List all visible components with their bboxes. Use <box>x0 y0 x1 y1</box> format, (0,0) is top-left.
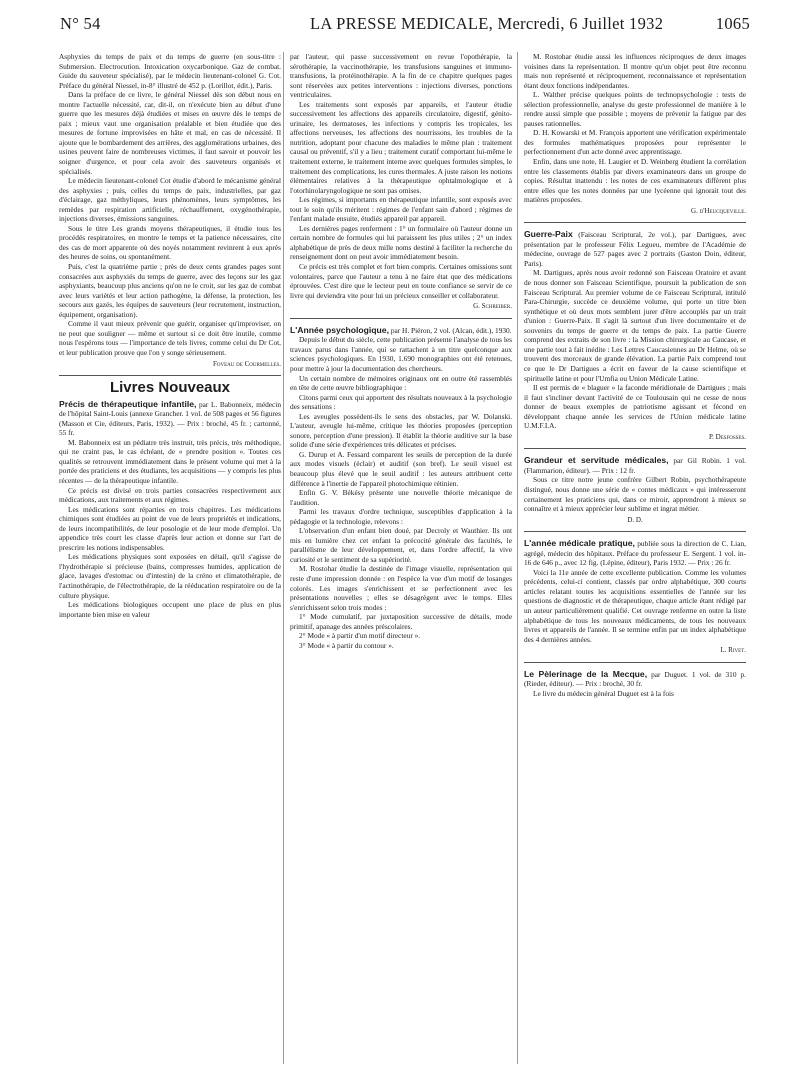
paragraph: Le livre du médecin général Duguet est à la fois <box>533 688 674 698</box>
column-rule <box>517 52 518 1064</box>
paragraph: Les médications sont réparties en trois chapitres. Les médications chimiques sont étudiées au point de vue de leurs propriétés et indications, de leurs incompatibilités, de leur posologie et de leur mode d'emploi. Un appendice très court les classe d'après leur action et donne sur l'art de prescrire les notions indispensables. <box>59 504 281 552</box>
paragraph: M. Rostohar étudie aussi les influences réciproques de deux images voisines dans la représentation. Il montre qu'un objet peut être reconnu mais non représenté et réciproquement, reconnaissance et représentation étant deux fonctions indépendantes. <box>524 52 746 90</box>
paragraph: Les médications physiques sont exposées en détail, qu'il s'agisse de l'hydrothérapie si précieuse (bains, compresses humides, application de glace, lavages d'estomac ou d'intestin) de la créno et climatothérapie, de l'actinothérapie, de l'électrothérapie, de la rééducation respiratoire ou de la culture physique. <box>59 552 281 600</box>
paragraph: Il est permis de « blaguer » la faconde méridionale de Dartigues ; mais il faut s'incliner devant l'activité de ce Toulousain qui ne cesse de nous donner de beaux exemples de patriotisme agissant et fécond en développant chaque année les services de l'Union médicale latine U.M.F.I.A. <box>524 383 746 431</box>
paragraph: Enfin, dans une note, H. Laugier et D. Weinberg étudient la corrélation entre les classements établis par divers examinateurs dans un groupe de copies. Résultat inattendu : les notes de ces examinateurs diffèrent plus entre elles que les notes données par une lycéenne qui ignorait tout des matières proposées. <box>524 157 746 205</box>
book-title: L'Année psychologique, <box>290 324 389 335</box>
signature: L. Rivet. <box>720 646 746 655</box>
paragraph: 3° Mode « à partir du contour ». <box>299 640 394 650</box>
paragraph: 2° Mode « à partir d'un motif directeur ». <box>299 631 421 641</box>
paragraph: Les médications biologiques occupent une place de plus en plus importante bien mise en valeur <box>59 600 281 619</box>
paragraph: Sous le titre Les grands moyens thérapeutiques, il étudie tous les procédés respiratoires, en montre le temps et la patience nécessaires, cite des cas de mort apparente où des noyés notamment revinrent à eux après des heures de soins, ou spontanément. <box>59 223 281 262</box>
paragraph: Comme il vaut mieux prévenir que guérir, organiser qu'improviser, on ne peut que souligner — même et surtout si ce doit être inutile, comme nous l'espérons tous — l'importance de tels livres, comme celui du Dr Cot, et leur publication prouve que l'on y songe sérieusement. <box>59 319 281 357</box>
paragraph: Sous ce titre notre jeune confrère Gilbert Robin, psychothérapeute distingué, nous donne une série de « contes médicaux » qui intéresseront certainement les praticiens qui, dans ce miroir, apprendront à mieux se connaître et à mieux apprécier leur sublime et ingrat métier. <box>524 475 746 514</box>
divider <box>59 375 281 376</box>
review-annee-medicale <box>524 539 746 656</box>
paragraph: Les aveugles possèdent-ils le sens des obstacles, par W. Dolanski. L'auteur, aveugle lui-même, critique les théories proposées (perception sonore, perception d'une pression). Il établit la théorie auditive sur la base solide d'une série d'expériences très délicates et précises. <box>290 411 512 450</box>
review-pelerinage <box>524 670 746 699</box>
book-title: Grandeur et servitude médicales, <box>524 455 669 466</box>
column-right <box>524 52 746 698</box>
paragraph: Ce précis est très complet et fort bien compris. Certaines omissions sont volontaires, parce que l'auteur a tenu à ne faire état que des médications éprouvées. C'est dire que le lecteur peut en toute confiance se servir de ce livre qui deviendra vite pour lui un précieux conseiller et collaborateur. <box>290 262 512 300</box>
paragraph: Depuis le début du siècle, cette publication présente l'analyse de tous les travaux parus dans l'année, qui se rattachent à un titre quelconque aux sciences psychologiques. En 1930, 1.690 monographies ont été retenues, pour mettre à jour la documentation des chercheurs. <box>290 335 512 373</box>
divider <box>524 531 746 532</box>
paragraph: Puis, c'est la quatrième partie ; près de deux cents grandes pages sont consacrées aux asphyxiés du temps de guerre, avec des leçons sur les gaz asphyxiants, beaucoup plus anciens qu'on ne le croit, sur les gaz de combat avec leurs variétés et leur action pathogène, la défense, la protection, les secours aux gazés, les équipes de sauveteurs (leur recrutement, instruction, équipement, organisation). <box>59 262 281 319</box>
book-title: Le Pèlerinage de la Mecque, <box>524 668 648 679</box>
paragraph: Les régimes, si importants en thérapeutique infantile, sont exposés avec tout le soin qu'ils méritent : régimes de l'enfant sain d'abord ; régimes de l'enfant malade ensuite, étudiés appareil par appareil. <box>290 195 512 224</box>
book-title: Précis de thérapeutique infantile, <box>59 398 197 409</box>
paragraph: G. Durup et A. Fessard comparent les seuils de perception de la durée aux modes visuels (éclair) et auditif (son bref). Le seuil visuel est beaucoup plus élevé que le seuil auditif : les auteurs attribuent cette différence à l'inertie de l'appareil photochimique rétinien. <box>290 449 512 488</box>
book-reference: publiée sous la direction de C. Lian, agrégé, médecin des hôpitaux. Préface du professeur E. Sergent. 1 vol. in-16 de 646 p., avec 12 fig. (Lépine, éditeur), Paris 1932. — Prix : 26 fr. <box>524 539 746 568</box>
paragraph: Dans la préface de ce livre, le général Niessel dès son début nous en montre l'actuelle nécessité, car, dit-il, on n'exécute bien au début d'une guerre que les mesures déjà étudiées et mises en œuvre dès le temps de paix ; mieux vaut une organisation préalable et bien étudiée que des mesures de fortune improvisées en hâte et mal, en cas de nécessité. Il ajoute que le bombardement des arrières, des agglomérations urbaines, des usines peuvent faire de nombreuses victimes, il faut savoir et pouvoir les soigner d'urgence, et pour cela avoir des sauveteurs organisés et spécialisés. <box>59 90 281 176</box>
paragraph: 1° Mode cumulatif, par juxtaposition successive de détails, mode primitif, apanage des années préscolaires. <box>290 612 512 631</box>
review-heading-asphyxies: Asphyxies du temps de paix et du temps de guerre (en sous-titre : Submersion. Electrocution. Intoxication oxycarbonique. Gaz de combat. Guide du sauveteur spécialisé), par le médecin lieutenant-colonel G. Cot. Préface du général Niessel, in-8° illustré de 452 p. (Lorillot, édit.), Paris. <box>59 52 281 90</box>
signature: D. D. <box>627 515 643 524</box>
review-precis <box>59 400 281 620</box>
masthead-title: LA PRESSE MEDICALE, Mercredi, 6 Juillet 1932 <box>310 14 664 33</box>
divider <box>290 318 512 319</box>
review-annee-psychologique <box>290 326 512 651</box>
paragraph: Voici la 11e année de cette excellente publication. Comme les volumes précédents, celui-ci contient, classés par ordre alphabétique, 300 courts articles relatant toutes les acquisitions essentielles de l'année sur les questions de diagnostic et de thérapeutique, chaque article étant rédigé par un auteur particulièrement qualifié. Cet ouvrage renferme en outre la liste alphabétique de tous les nouveaux médicaments, de tous les nouveaux livres et appareils de l'année. Il se termine enfin par un index alphabétique des 4 dernières années. <box>524 567 746 644</box>
paragraph: M. Rostohar étudie la destinée de l'image visuelle, représentation qui reste d'une impression donnée : en l'espèce la vue d'un motif de losanges colorés. Les images s'enrichissent et se perfectionnent avec les présentations nouvelles ; elles se désagrègent avec le temps. Elles s'enrichissent selon trois modes : <box>290 564 512 612</box>
issue-number: N° 54 <box>60 14 101 33</box>
paragraph: Citons parmi ceux qui apportent des résultats nouveaux à la psychologie des sensations : <box>290 392 512 412</box>
divider <box>524 662 746 663</box>
divider <box>524 222 746 223</box>
page-header <box>60 14 750 38</box>
signature: G. Schreiber. <box>473 302 512 311</box>
paragraph: L. Walther précise quelques points de technopsychologie : tests de sélection professionnelle, analyse du geste professionnel de manière à le rendre aussi simple que possible ; moyens de prévenir la fatigue par des pauses rationnelles. <box>524 90 746 128</box>
book-reference: par Duguet. 1 vol. de 310 p. (Rieder, éditeur). — Prix : broché, 30 fr. <box>524 669 746 689</box>
page-number: 1065 <box>715 14 750 33</box>
book-title: Guerre-Paix <box>524 229 573 240</box>
column-middle <box>290 52 512 650</box>
book-reference: par H. Piéron, 2 vol. (Alcan, édit.), 1930. <box>390 325 512 335</box>
book-reference: (Faisceau Scriptural, 2e vol.), par Dartigues, avec présentation par le professeur Félix Legueu, membre de l'Académie de médecine, ouvrage de 527 pages avec 2 portraits (Gaston Doin, éditeur, Paris). <box>524 230 746 268</box>
signature: G. d'Heucqueville. <box>691 206 746 215</box>
divider <box>524 448 746 449</box>
paragraph: Un certain nombre de mémoires originaux ont en outre été rassemblés en tête de cette œuvre bibliographique : <box>290 373 512 393</box>
review-guerre-paix <box>524 230 746 442</box>
book-title: L'année médicale pratique, <box>524 538 635 549</box>
column-left <box>59 52 281 619</box>
book-reference: par Gil Robin. 1 vol. (Flammarion, éditeur). — Prix : 12 fr. <box>524 456 746 475</box>
paragraph: D. H. Kowarski et M. François apportent une vérification expérimentale des formules mathématiques proposées pour représenter le perfectionnement d'un acte donné avec apprentissage. <box>524 128 746 157</box>
signature: P. Desfosses. <box>708 432 746 441</box>
paragraph: par l'auteur, qui passe successivement en revue l'opothérapie, la sérothérapie, la vaccinothérapie, les transfusions sanguines et immuno-transfusions, la protéinothérapie. A la fin de ce chapitre quelques pages sont réservées aux petites interventions : injections diverses, ponctions ventriculaires. <box>290 52 512 100</box>
paragraph: Les dernières pages renferment : 1° un formulaire où l'auteur donne un certain nombre de formules qui lui paraissent les plus utiles ; 2° un index alphabétique de près de deux mille noms destiné à faciliter la recherche du renseignement dont on peut avoir immédiatement besoin. <box>290 223 512 262</box>
signature: Foveau de Courmelles. <box>213 359 281 368</box>
section-title: Livres Nouveaux <box>109 379 231 397</box>
paragraph: Ce précis est divisé en trois parties consacrées respectivement aux médications, aux traitements et aux régimes. <box>59 485 281 505</box>
book-reference: par L. Babonneix, médecin de l'hôpital Saint-Louis (annexe Grancher. 1 vol. de 508 pages et 56 figures (Masson et Cie, éditeurs, Paris, 1932). — Prix : broché, 45 fr. ; cartonné, 55 fr. <box>59 399 281 438</box>
paragraph: Enfin G. V. Békésy présente une nouvelle théorie mécanique de l'audition. <box>290 488 512 507</box>
paragraph: Les traitements sont exposés par appareils, et l'auteur étudie successivement les affections des appareils circulatoire, digestif, génito-urinaire, les dermatoses, les infections y compris les tropicales, les affections nerveuses, les affections des nourrissons, les troubles de la nutrition, adoptant pour chacune des maladies le même plan : traitement causal ou préventif, s'il y a lieu ; traitement curatif comportant lui-même le traitement externe, le traitement interne avec quelques formules simples, le traitement des complications, les cures thermales. A juste raison les notions élémentaires relatives à la thérapeutique ophtalmologique et à l'otorhinolaryngologique ne sont pas omises. <box>290 99 512 195</box>
paragraph: M. Dartigues, après nous avoir redonné son Faisceau Oratoire et avant de nous donner son Faisceau Scientifique, poursuit la publication de son Faisceau Scriptural. Au premier volume de ce Faisceau Scriptural, intitulé Para-Chirurgie, succède ce deuxième volume, qui porte un titre bien synthétique et où deux mots semblent jurer d'être accouplés par un trait d'union : Guerre-Paix. Il s'agit là surtout d'un livre documentaire et de souvenirs du temps de guerre et du temps de paix. La partie Guerre comprend des extraits de son livre : la Mission chirurgicale au Caucase, et une partie tout à fait inédite : Les Lettres Caucasiennes au Dr Helme, où se trouvent des morceaux de grande élévation. La partie Paix comprend tout ce que le Dr Dartigues a écrit en faveur de la cause scientifique et spirituelle latine et pour l'Umfia ou Union Médicale Latine. <box>524 268 746 383</box>
paragraph: M. Babonneix est un pédiatre très instruit, très précis, très méthodique, qui ne craint pas, le cas échéant, de « prendre position ». Toutes ces qualités se retrouvent immédiatement dans le présent volume qui met à la portée des praticiens et des étudiants, les acquisitions — y compris les plus récentes — de la thérapeutique infantile. <box>59 437 281 485</box>
paragraph: Parmi les travaux d'ordre technique, susceptibles d'application à la pédagogie et la technologie, relevons : <box>290 507 512 526</box>
column-rule <box>283 52 284 1064</box>
paragraph: L'observation d'un enfant bien doué, par Decroly et Wauthier. Ils ont mis en lumière chez cet enfant la précocité générale des facultés, le parallélisme de leur développement, et, dans l'ordre affectif, la vive curiosité et le sentiment de sa supériorité. <box>290 526 512 564</box>
paragraph: Le médecin lieutenant-colonel Cot étudie d'abord le mécanisme général des asphyxies ; puis, celles du temps de paix, industrielles, par gaz d'éclairage, gaz méthyliques, leurs phénomènes, leurs symptômes, les remèdes par respiration artificielle, réchauffement, oxygénothérapie, injections diverses, émissions sanguines. <box>59 176 281 224</box>
review-grandeur <box>524 456 746 525</box>
